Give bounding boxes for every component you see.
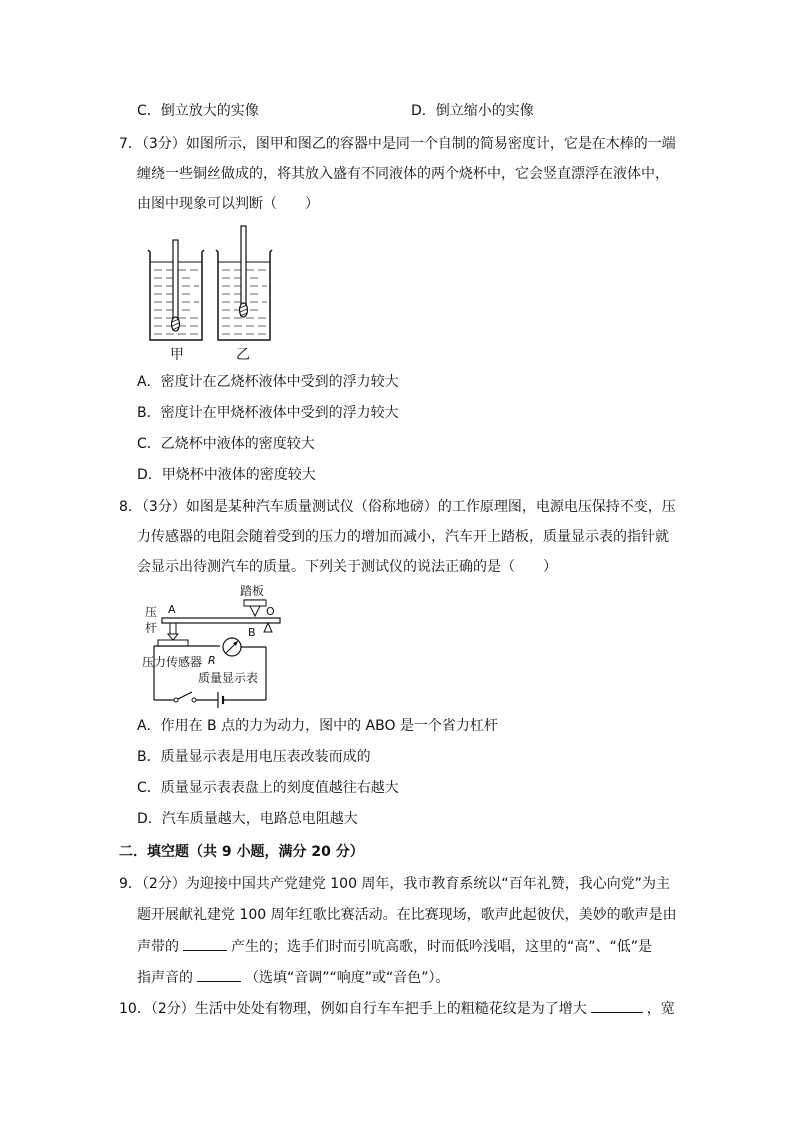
- resistor-r-label: R: [208, 654, 216, 667]
- q9-line-4-after: （选填“音调”“响度”或“音色”）。: [245, 970, 450, 986]
- rod-label-bottom: 杆: [145, 621, 158, 635]
- point-b-label: B: [248, 626, 256, 639]
- q7-stem-line-1: 7．（3分）如图所示，图甲和图乙的容器中是同一个自制的简易密度计，它是在木棒的一端: [119, 136, 676, 152]
- q7-option-d: D．甲烧杯中液体的密度较大: [137, 467, 316, 483]
- q9-line-3-after: 产生的；选手们时而引吭高歌，时而低吟浅唱，这里的“高”、“低”是: [231, 939, 653, 955]
- q10-line-1: [119, 998, 675, 1019]
- meter-label: 质量显示表: [198, 671, 259, 685]
- q9-line-4-before: 指声音的: [137, 970, 193, 986]
- label-jia: 甲: [170, 347, 184, 363]
- q8-stem-line-1: 8．（3分）如图是某种汽车质量测试仪（俗称地磅）的工作原理图，电源电压保持不变，压: [119, 499, 676, 515]
- q7-option-a: A．密度计在乙烧杯液体中受到的浮力较大: [137, 374, 399, 390]
- q9-line-2: 题开展献礼建党 100 周年红歌比赛活动。在比赛现场，歌声此起彼伏，美妙的歌声是由: [137, 907, 677, 923]
- q9-line-4: [137, 967, 450, 988]
- q8-weighbridge-circuit-figure: [140, 582, 290, 710]
- q7-stem-line-3: 由图中现象可以判断（ ）: [137, 196, 319, 212]
- answer-blank-1[interactable]: [183, 936, 227, 951]
- q7-density-meter-figure: [140, 222, 280, 362]
- rod-label-top: 压: [145, 605, 158, 619]
- q8-option-c: C．质量显示表表盘上的刻度值越往右越大: [137, 780, 399, 796]
- q10-after: ，宽: [646, 1001, 675, 1017]
- beaker-jia: [148, 240, 204, 340]
- q8-stem-line-3: 会显示出待测汽车的质量。下列关于测试仪的说法正确的是（ ）: [137, 559, 557, 575]
- point-o-label: O: [266, 605, 275, 618]
- answer-blank-2[interactable]: [197, 967, 241, 982]
- section-heading-fill-in: 二．填空题（共 9 小题，满分 20 分）: [119, 844, 364, 860]
- pedal-label: 踏板: [240, 584, 265, 598]
- beaker-yi: [216, 226, 272, 340]
- q8-option-a: A．作用在 B 点的力为动力，图中的 ABO 是一个省力杠杆: [137, 718, 498, 734]
- q6-option-c: C．倒立放大的实像: [137, 103, 259, 119]
- q10-before: 10．（2分）生活中处处有物理，例如自行车车把手上的粗糙花纹是为了增大: [119, 1001, 587, 1017]
- q8-option-d: D．汽车质量越大，电路总电阻越大: [137, 811, 358, 827]
- sensor-label: 压力传感器: [142, 655, 203, 669]
- label-yi: 乙: [236, 347, 250, 363]
- answer-blank-3[interactable]: [591, 998, 643, 1013]
- q7-option-c: C．乙烧杯中液体的密度较大: [137, 436, 315, 452]
- q8-option-b: B．质量显示表是用电压表改装而成的: [137, 749, 371, 765]
- q6-option-d: D．倒立缩小的实像: [411, 103, 534, 119]
- q7-stem-line-2: 缠绕一些铜丝做成的，将其放入盛有不同液体的两个烧杯中，它会竖直漂浮在液体中，: [137, 166, 669, 182]
- q8-stem-line-2: 力传感器的电阻会随着受到的压力的增加而减小，汽车开上踏板，质量显示表的指针就: [137, 529, 669, 545]
- q9-line-3-before: 声带的: [137, 939, 179, 955]
- point-a-label: A: [168, 603, 176, 616]
- q9-line-1: 9．（2分）为迎接中国共产党建党 100 周年，我市教育系统以“百年礼赞，我心向党”为主: [119, 876, 670, 892]
- q9-line-3: [137, 936, 652, 957]
- q7-option-b: B．密度计在甲烧杯液体中受到的浮力较大: [137, 405, 399, 421]
